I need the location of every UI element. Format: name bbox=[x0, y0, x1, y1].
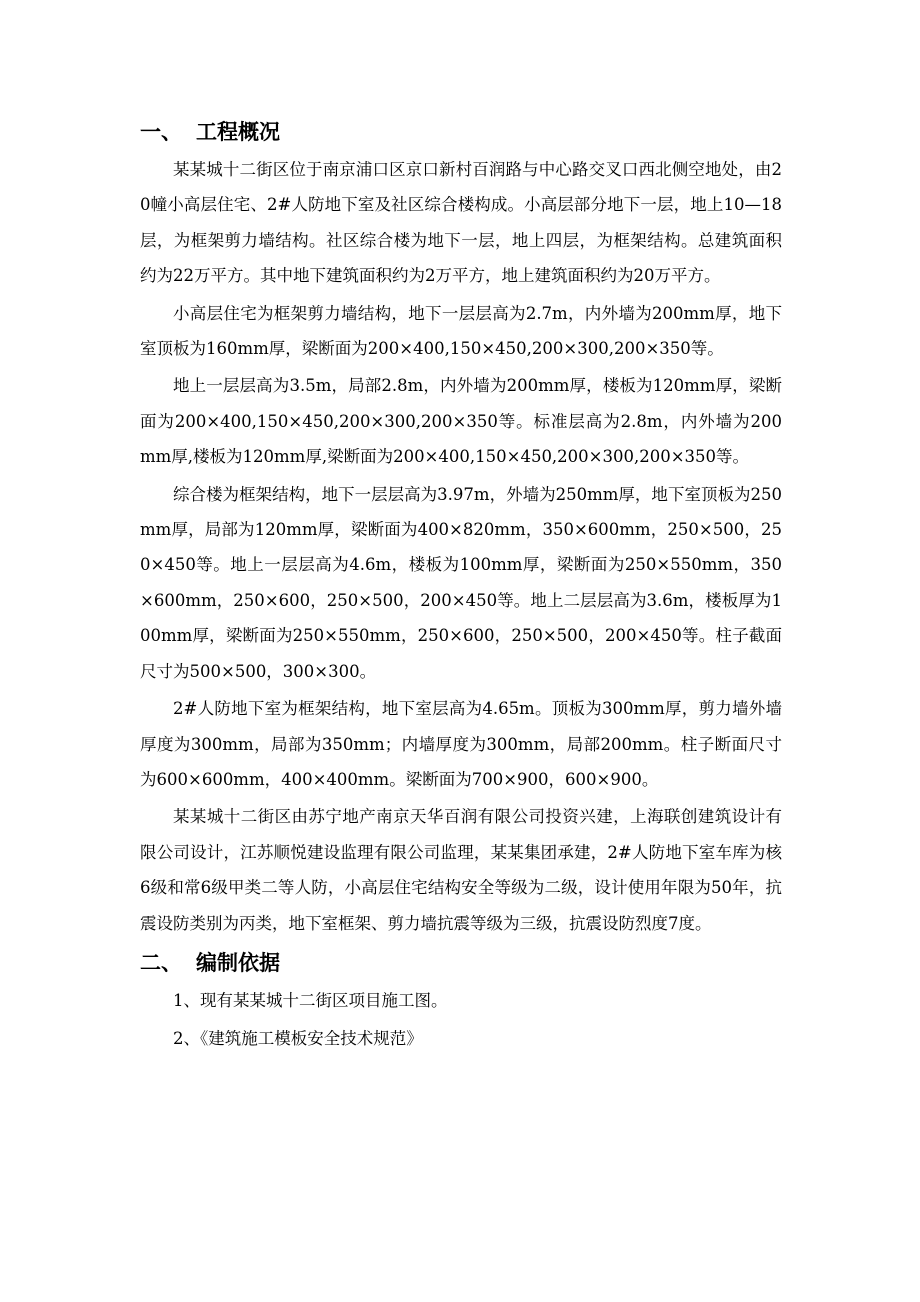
paragraph-project-parties: 某某城十二街区由苏宁地产南京天华百润有限公司投资兴建，上海联创建筑设计有限公司设计，江苏顺悦建设监理有限公司监理，某某集团承建，2#人防地下室车库为核6级和常6级甲类二等人防，小高层住宅结构安全等级为二级，设计使用年限为50年，抗震设防类别为丙类，地下室框架、剪力墙抗震等级为三级，抗震设防烈度7度。 bbox=[140, 807, 782, 933]
section-title: 工程概况 bbox=[196, 120, 280, 144]
paragraph-location: 某某城十二街区位于南京浦口区京口新村百润路与中心路交叉口西北侧空地处，由20幢小高层住宅、2#人防地下室及社区综合楼构成。小高层部分地下一层，地上10—18层，为框架剪力墙结构。社区综合楼为地下一层，地上四层，为框架结构。总建筑面积约为22万平方。其中地下建筑面积约为2万平方，地上建筑面积约为20万平方。 bbox=[140, 160, 782, 286]
section-number: 二、 bbox=[140, 950, 182, 975]
paragraph-residential-basement: 小高层住宅为框架剪力墙结构，地下一层层高为2.7m，内外墙为200mm厚，地下室顶板为160mm厚，梁断面为200×400,150×450,200×300,200×350等。 bbox=[140, 303, 782, 359]
list-item: 1、现有某某城十二街区项目施工图。 bbox=[173, 990, 448, 1010]
list-item: 2、《建筑施工模板安全技术规范》 bbox=[173, 1028, 423, 1048]
paragraph-civil-defense-basement: 2#人防地下室为框架结构，地下室层高为4.65m。顶板为300mm厚，剪力墙外墙厚度为300mm，局部为350mm；内墙厚度为300mm，局部200mm。柱子断面尺寸为600×600mm，400×400mm。梁断面为700×900，600×900。 bbox=[140, 699, 782, 789]
paragraph-residential-above-ground: 地上一层层高为3.5m，局部2.8m，内外墙为200mm厚，楼板为120mm厚，梁断面为200×400,150×450,200×300,200×350等。标准层高为2.8m，内外墙为200mm厚,楼板为120mm厚,梁断面为200×400,150×450,200×300,200×350等。 bbox=[140, 376, 782, 467]
section-number: 一、 bbox=[140, 120, 182, 144]
paragraph-complex-building: 综合楼为框架结构，地下一层层高为3.97m，外墙为250mm厚，地下室顶板为250mm厚，局部为120mm厚，梁断面为400×820mm，350×600mm，250×500，250×450等。地上一层层高为4.6m，楼板为100mm厚，梁断面为250×550mm，350×600mm，250×600，250×500，200×450等。地上二层层高为3.6m，楼板厚为100mm厚，梁断面为250×550mm，250×600，250×500，200×450等。柱子截面尺寸为500×500，300×300。 bbox=[140, 484, 782, 681]
section-title: 编制依据 bbox=[196, 950, 280, 975]
section-heading-basis bbox=[140, 943, 782, 983]
section-heading-overview bbox=[140, 112, 782, 152]
document-page bbox=[140, 112, 782, 1059]
